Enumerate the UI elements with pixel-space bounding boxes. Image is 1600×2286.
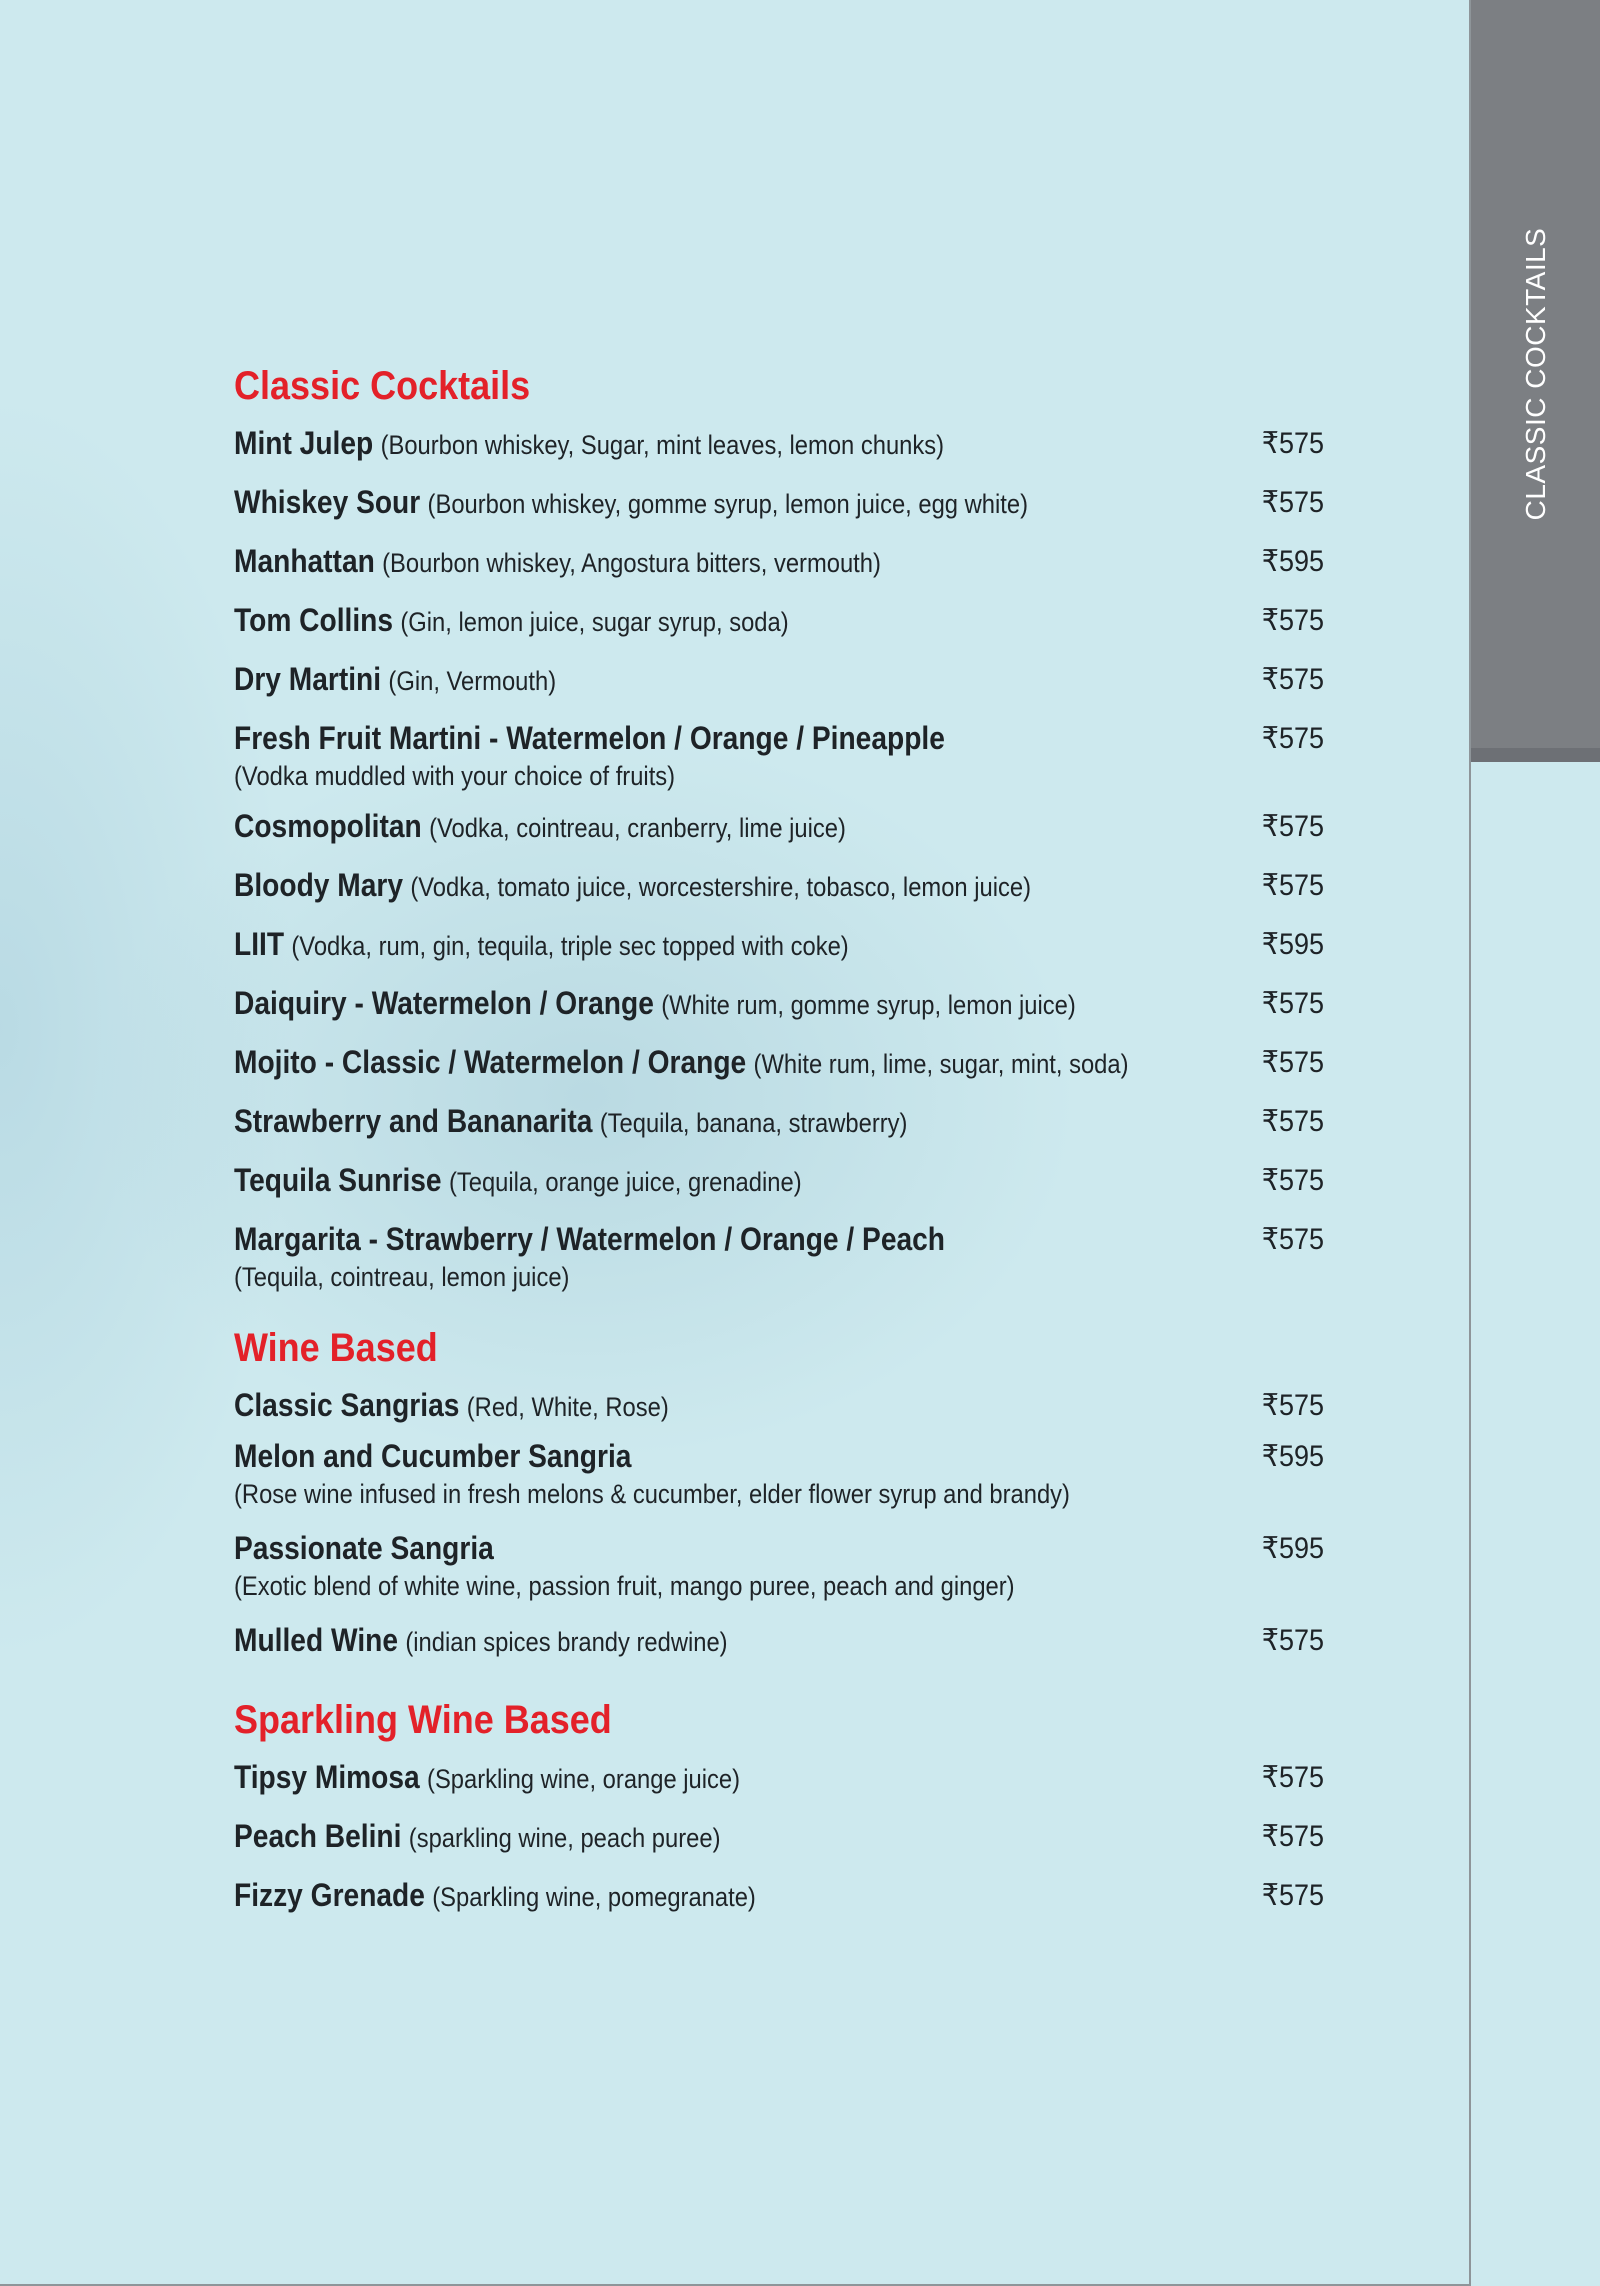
- item-price: ₹575: [1261, 486, 1324, 519]
- item-name: Passionate Sangria: [234, 1530, 494, 1566]
- menu-item: [234, 1382, 1324, 1431]
- item-price: ₹595: [1261, 1532, 1324, 1565]
- item-price: ₹575: [1261, 1879, 1324, 1912]
- item-description: (Bourbon whiskey, gomme syrup, lemon juice, egg white): [427, 489, 1028, 519]
- item-price: ₹595: [1261, 545, 1324, 578]
- item-description: (Vodka, rum, gin, tequila, triple sec topped with coke): [291, 931, 849, 961]
- item-description: (Bourbon whiskey, Sugar, mint leaves, lemon chunks): [380, 430, 945, 460]
- item-name: Classic Sangrias: [234, 1387, 460, 1423]
- item-price: ₹575: [1261, 1164, 1324, 1197]
- item-name: Fresh Fruit Martini - Watermelon / Orange / Pineapple: [234, 720, 945, 756]
- section-classic-cocktails: [234, 360, 1324, 1294]
- item-name: Bloody Mary: [234, 867, 403, 903]
- item-price: ₹575: [1261, 1624, 1324, 1657]
- item-name: Peach Belini: [234, 1818, 402, 1854]
- menu-item: [234, 656, 1324, 705]
- item-price: ₹595: [1261, 1440, 1324, 1473]
- item-price: ₹575: [1261, 663, 1324, 696]
- section-title: Sparkling Wine Based: [234, 1698, 612, 1742]
- item-name: Tequila Sunrise: [234, 1162, 442, 1198]
- menu-content: [234, 360, 1324, 1931]
- item-description: (Gin, lemon juice, sugar syrup, soda): [400, 607, 789, 637]
- item-name: LIIT: [234, 926, 285, 962]
- item-price: ₹575: [1261, 722, 1324, 755]
- item-name: Melon and Cucumber Sangria: [234, 1438, 632, 1474]
- item-price: ₹575: [1261, 810, 1324, 843]
- item-description: (Exotic blend of white wine, passion fruit, mango puree, peach and ginger): [234, 1571, 1015, 1601]
- item-description: (indian spices brandy redwine): [405, 1627, 728, 1657]
- item-description: (White rum, lime, sugar, mint, soda): [753, 1049, 1129, 1079]
- item-description: (White rum, gomme syrup, lemon juice): [661, 990, 1076, 1020]
- item-price: ₹575: [1261, 1105, 1324, 1138]
- item-description: (sparkling wine, peach puree): [408, 1823, 721, 1853]
- side-tab: [1471, 0, 1600, 762]
- menu-item: [234, 479, 1324, 528]
- section-wine-based: [234, 1322, 1324, 1666]
- item-price: ₹575: [1261, 987, 1324, 1020]
- section-title: Wine Based: [234, 1326, 438, 1370]
- item-description: (Gin, Vermouth): [388, 666, 557, 696]
- item-description: (Rose wine infused in fresh melons & cucumber, elder flower syrup and brandy): [234, 1479, 1070, 1509]
- item-price: ₹575: [1261, 1046, 1324, 1079]
- item-name: Mint Julep: [234, 425, 374, 461]
- item-name: Tipsy Mimosa: [234, 1759, 420, 1795]
- item-price: ₹575: [1261, 1223, 1324, 1256]
- item-name: Strawberry and Bananarita: [234, 1103, 593, 1139]
- menu-item: [234, 1157, 1324, 1206]
- menu-item: [234, 980, 1324, 1029]
- section-sparkling-wine-based: [234, 1694, 1324, 1921]
- item-description: (Vodka, tomato juice, worcestershire, tobasco, lemon juice): [410, 872, 1032, 902]
- menu-item: [234, 803, 1324, 852]
- menu-item: [234, 1039, 1324, 1088]
- item-description: (Vodka, cointreau, cranberry, lime juice): [429, 813, 846, 843]
- item-price: ₹575: [1261, 869, 1324, 902]
- menu-item: [234, 1433, 1324, 1511]
- item-name: Margarita - Strawberry / Watermelon / Orange / Peach: [234, 1221, 945, 1257]
- item-description: (Sparkling wine, pomegranate): [432, 1882, 756, 1912]
- item-name: Manhattan: [234, 543, 375, 579]
- item-price: ₹575: [1261, 1761, 1324, 1794]
- item-price: ₹575: [1261, 427, 1324, 460]
- item-price: ₹575: [1261, 1820, 1324, 1853]
- section-title: Classic Cocktails: [234, 364, 531, 408]
- menu-item: [234, 1754, 1324, 1803]
- item-description: (Tequila, banana, strawberry): [599, 1108, 908, 1138]
- item-name: Mojito - Classic / Watermelon / Orange: [234, 1044, 747, 1080]
- menu-item: [234, 715, 1324, 793]
- item-price: ₹575: [1261, 1389, 1324, 1422]
- menu-item: [234, 1525, 1324, 1603]
- menu-item: [234, 420, 1324, 469]
- menu-item: [234, 1216, 1324, 1294]
- menu-item: [234, 1872, 1324, 1921]
- menu-item: [234, 1813, 1324, 1862]
- item-name: Mulled Wine: [234, 1622, 399, 1658]
- item-price: ₹595: [1261, 928, 1324, 961]
- item-name: Whiskey Sour: [234, 484, 421, 520]
- item-name: Fizzy Grenade: [234, 1877, 425, 1913]
- item-description: (Tequila, cointreau, lemon juice): [234, 1262, 570, 1292]
- item-name: Cosmopolitan: [234, 808, 422, 844]
- item-description: (Vodka muddled with your choice of fruits): [234, 761, 676, 791]
- menu-item: [234, 1098, 1324, 1147]
- item-name: Tom Collins: [234, 602, 394, 638]
- menu-item: [234, 1617, 1324, 1666]
- menu-item: [234, 597, 1324, 646]
- side-tab-label: CLASSIC COCKTAILS: [1519, 227, 1551, 521]
- item-name: Dry Martini: [234, 661, 382, 697]
- item-name: Daiquiry - Watermelon / Orange: [234, 985, 654, 1021]
- menu-item: [234, 538, 1324, 587]
- item-description: (Bourbon whiskey, Angostura bitters, vermouth): [382, 548, 881, 578]
- item-price: ₹575: [1261, 604, 1324, 637]
- item-description: (Tequila, orange juice, grenadine): [448, 1167, 802, 1197]
- menu-item: [234, 921, 1324, 970]
- item-description: (Sparkling wine, orange juice): [427, 1764, 741, 1794]
- menu-item: [234, 862, 1324, 911]
- item-description: (Red, White, Rose): [466, 1392, 669, 1422]
